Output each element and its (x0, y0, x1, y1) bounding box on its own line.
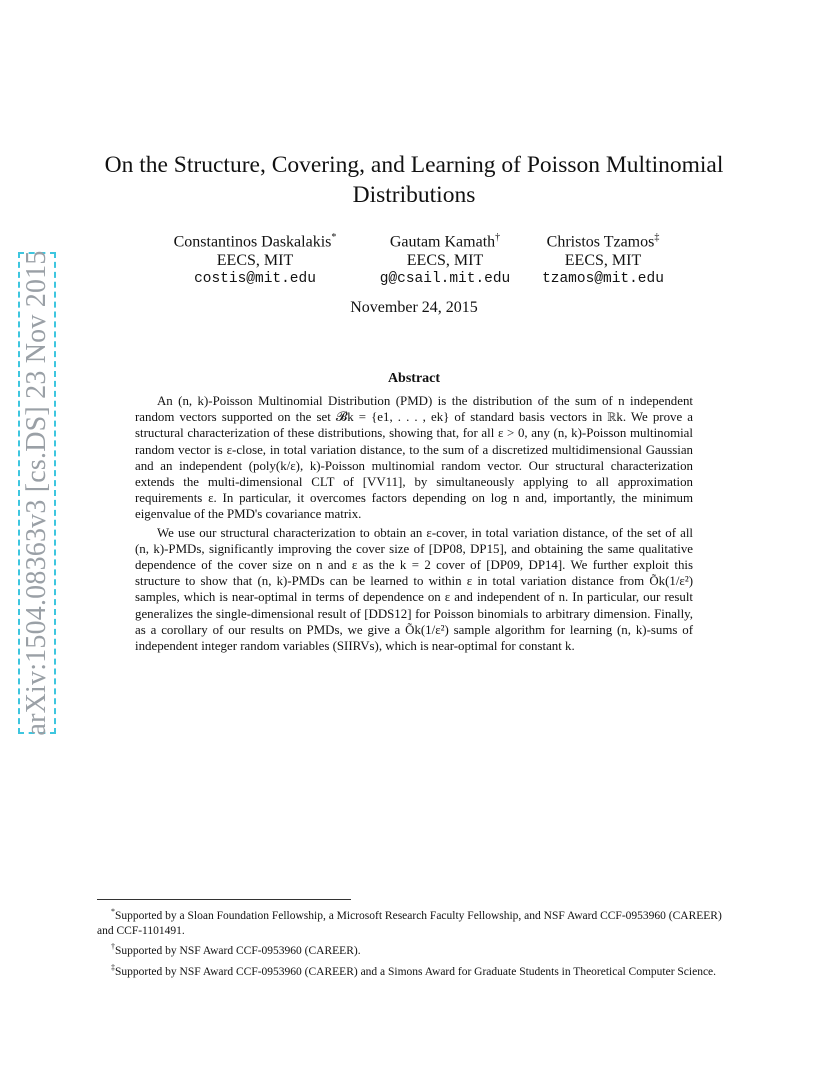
footnote-3 (97, 960, 733, 980)
paper-title (90, 150, 738, 210)
author-affiliation: EECS, MIT (564, 252, 642, 270)
title-line-1: On the Structure, Covering, and Learning of Poisson Multinomial (104, 152, 724, 178)
footnote-2 (97, 939, 733, 959)
author-affiliation: EECS, MIT (216, 252, 294, 270)
author-email[interactable]: costis@mit.edu (194, 271, 316, 288)
footnote-mark: * (111, 907, 115, 916)
author-2 (355, 228, 535, 289)
author-footnote-mark: † (495, 232, 501, 243)
abstract-paragraph-2: We use our structural characterization to obtain an ε-cover, in total variation distance, of the set of all (n, k)-PMDs, significantly improving the cover size of [DP08, DP15], and obtaining the same qualitative dependence of the cover size on n and ε as the k = 2 cover of [DP09, DP14]. We further exploit this structure to show that (n, k)-PMDs can be learned to within ε in total variation distance from Õk(1/ε²) samples, which is near-optimal in terms of dependence on ε and independent of n. In particular, our result generalizes the single-dimensional result of [DDS12] for Poisson binomials to arbitrary dimension. Finally, as a corollary of our results on PMDs, we give a Õk(1/ε²) sample algorithm for learning (n, k)-sums of independent integer random variables (SIIRVs), which is near-optimal for constant k. (135, 525, 693, 654)
footnote-text: Supported by a Sloan Foundation Fellowship, a Microsoft Research Faculty Fellowship, and NSF Award CCF-0953960 (CAREER) and CCF-1101491. (97, 909, 722, 938)
author-name: Constantinos Daskalakis (173, 233, 332, 251)
footnote-mark: ‡ (111, 962, 115, 972)
author-3 (528, 228, 678, 289)
arxiv-stamp-text[interactable]: arXiv:1504.08363v3 [cs.DS] 23 Nov 2015 (21, 250, 52, 736)
footnote-text: Supported by NSF Award CCF-0953960 (CAREER). (115, 945, 361, 958)
author-email[interactable]: tzamos@mit.edu (542, 271, 664, 288)
footnote-mark: † (111, 942, 115, 952)
author-1 (155, 228, 355, 289)
footnote-text: Supported by NSF Award CCF-0953960 (CAREER) and a Simons Award for Graduate Students in Theoretical Computer Science. (115, 965, 717, 978)
title-line-2: Distributions (352, 182, 476, 208)
paper-date: November 24, 2015 (350, 299, 478, 316)
author-footnote-mark: * (331, 232, 337, 243)
abstract-body (135, 393, 693, 654)
author-name: Christos Tzamos (546, 233, 655, 251)
footnote-divider (97, 899, 351, 900)
abstract-heading: Abstract (387, 371, 441, 386)
abstract-paragraph-1: An (n, k)-Poisson Multinomial Distribution (PMD) is the distribution of the sum of n independent random vectors supported on the set 𝓑k = {e1, . . . , ek} of standard basis vectors in ℝk. We prove a structural characterization of these distributions, showing that, for all ε > 0, any (n, k)-Poisson multinomial random vector is ε-close, in total variation distance, to the sum of a discretized multidimensional Gaussian and an independent (poly(k/ε), k)-Poisson multinomial random vector. Our structural characterization extends the multi-dimensional CLT of [VV11], by simultaneously applying to all approximation requirements ε. In particular, it overcomes factors depending on log n and, importantly, the minimum eigenvalue of the PMD's covariance matrix. (135, 394, 693, 522)
footnotes (97, 904, 733, 980)
author-email[interactable]: g@csail.mit.edu (379, 271, 511, 288)
author-footnote-mark: ‡ (654, 232, 660, 243)
author-affiliation: EECS, MIT (406, 252, 484, 270)
footnote-1 (97, 904, 733, 939)
author-name: Gautam Kamath (389, 233, 496, 251)
